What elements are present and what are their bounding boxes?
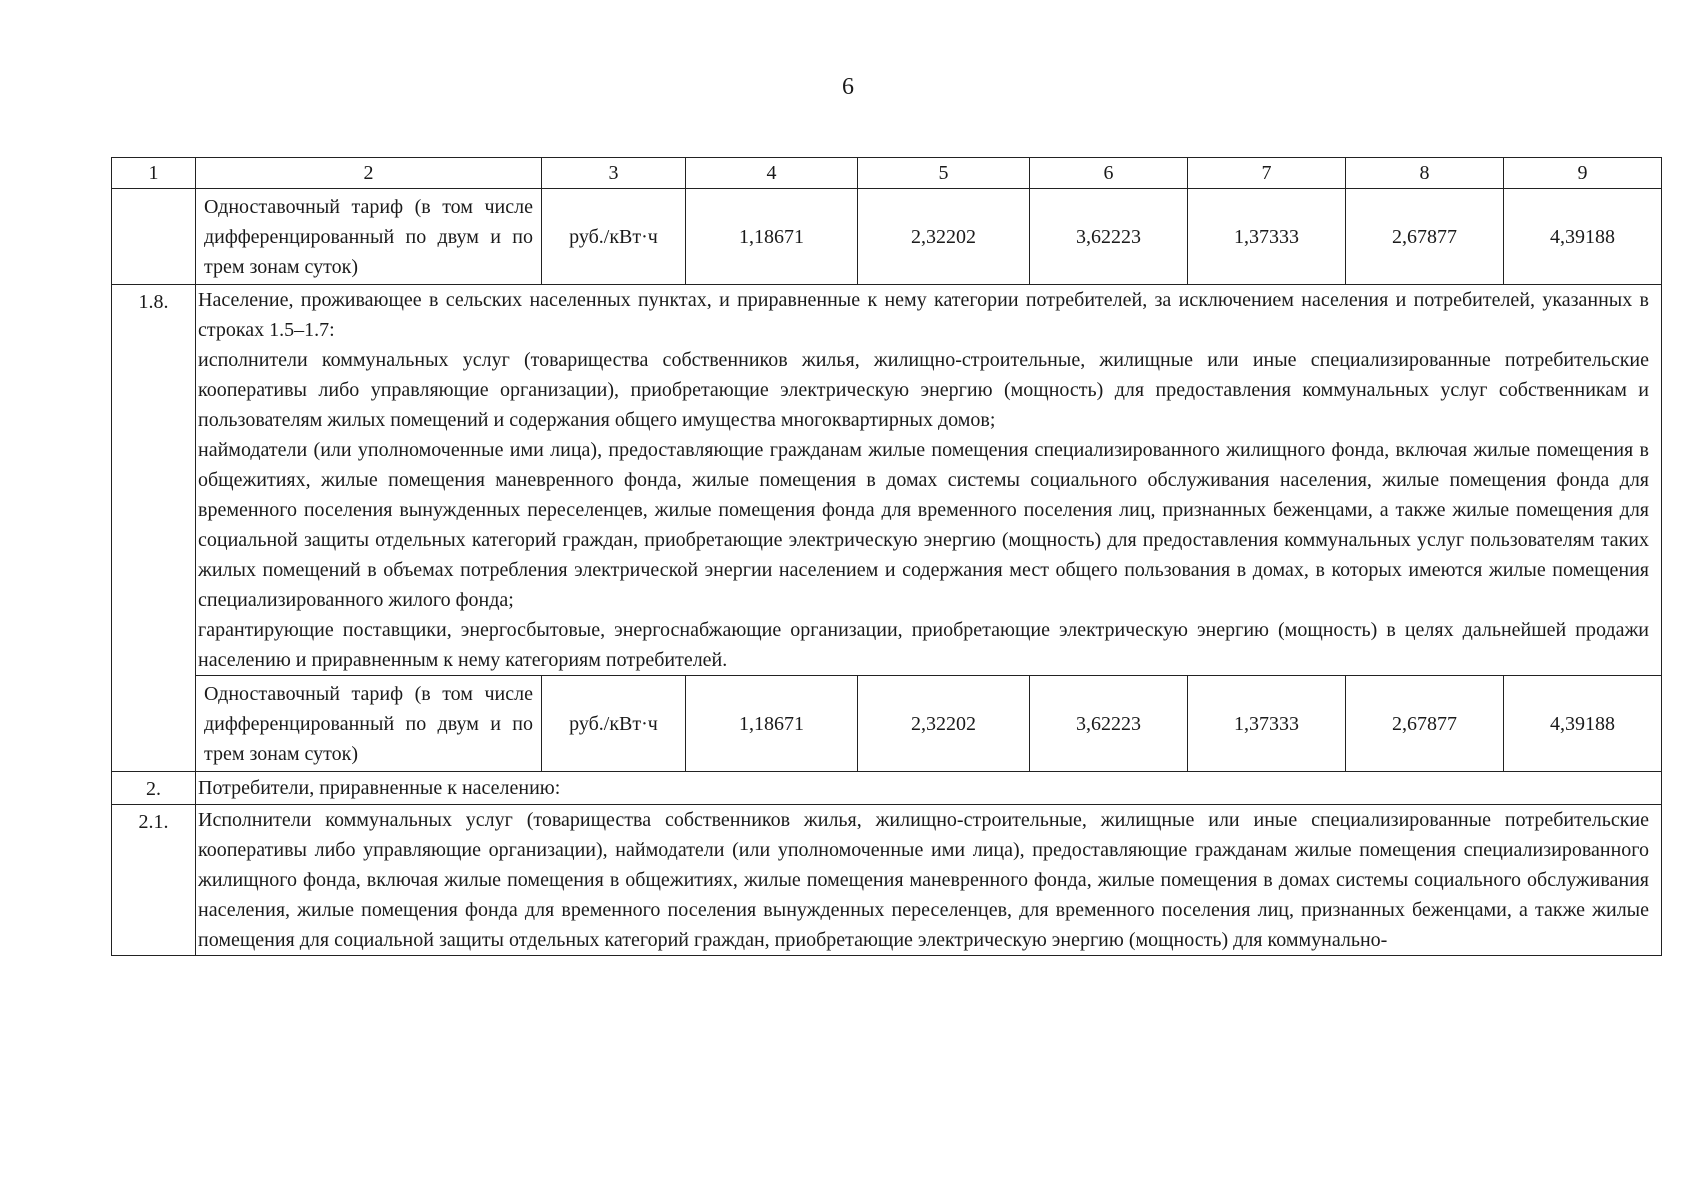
section-paragraph: гарантирующие поставщики, энергосбытовые, энергоснабжающие организации, приобретающие электрическую энергию (мощность) в целях дальнейшей продажи населению и приравненным к нему категориям потребителей. (198, 619, 1649, 671)
value-cell: 1,18671 (686, 189, 858, 285)
column-header: 1 (112, 158, 196, 189)
column-header: 7 (1188, 158, 1346, 189)
value-cell: 1,18671 (686, 676, 858, 772)
row-number-cell (112, 189, 196, 285)
section-paragraph: наймодатели (или уполномоченные ими лица), предоставляющие гражданам жилые помещения специализированного жилищного фонда, включая жилые помещения в общежитиях, жилые помещения маневренного фонда, жилые помещения в домах системы социального обслуживания населения, жилые помещения фонда для временного поселения вынужденных переселенцев, жилые помещения фонда для временного поселения лиц, признанных беженцами, а также жилые помещения для социальной защиты отдельных категорий граждан, приобретающие электрическую энергию (мощность) для предоставления коммунальных услуг пользователям таких жилых помещений в объемах потребления электрической энергии населением и содержания мест общего пользования в домах, в которых имеются жилые помещения специализированного жилого фонда; (198, 439, 1649, 611)
tariff-label: Одноставочный тариф (в том числе дифференцированный по двум и по трем зонам суток) (196, 676, 542, 772)
section-description: Исполнители коммунальных услуг (товарищества собственников жилья, жилищно-строительные, жилищные или иные специализированные потребительские кооперативы либо управляющие организации), наймодатели (или уполномоченные ими лица), предоставляющие гражданам жилые помещения специализированного жилищного фонда, включая жилые помещения в общежитиях, жилые помещения маневренного фонда, жилые помещения в домах системы социального обслуживания населения, жилые помещения фонда для временного поселения вынужденных переселенцев, для временного поселения лиц, признанных беженцами, а также жилые помещения для социальной защиты отдельных категорий граждан, приобретающие электрическую энергию (мощность) для коммунально- (196, 805, 1662, 956)
column-header: 8 (1346, 158, 1504, 189)
tariff-label: Одноставочный тариф (в том числе дифференцированный по двум и по трем зонам суток) (196, 189, 542, 285)
column-header: 6 (1030, 158, 1188, 189)
row-number-cell: 1.8. (112, 285, 196, 772)
tariff-row (112, 676, 1662, 772)
row-number-cell: 2. (112, 772, 196, 805)
value-cell: 2,67877 (1346, 189, 1504, 285)
value-cell: 4,39188 (1504, 189, 1662, 285)
section-paragraph: исполнители коммунальных услуг (товарищества собственников жилья, жилищно-строительные, жилищные или иные специализированные потребительские кооперативы либо управляющие организации), приобретающие электрическую энергию (мощность) для предоставления коммунальных услуг собственникам и пользователям жилых помещений и содержания общего имущества многоквартирных домов; (198, 349, 1649, 431)
tariff-table (111, 157, 1662, 956)
column-header: 4 (686, 158, 858, 189)
column-header: 9 (1504, 158, 1662, 189)
value-cell: 2,67877 (1346, 676, 1504, 772)
row-number-cell: 2.1. (112, 805, 196, 956)
section-description: Потребители, приравненные к населению: (196, 772, 1662, 805)
page-number: 6 (842, 74, 854, 100)
column-header: 5 (858, 158, 1030, 189)
value-cell: 2,32202 (858, 676, 1030, 772)
unit-cell: руб./кВт·ч (542, 189, 686, 285)
tariff-row (112, 189, 1662, 285)
section-row (112, 805, 1662, 956)
value-cell: 1,37333 (1188, 676, 1346, 772)
section-paragraph: Население, проживающее в сельских населенных пунктах, и приравненные к нему категории потребителей, за исключением населения и потребителей, указанных в строках 1.5–1.7: (198, 289, 1649, 341)
value-cell: 3,62223 (1030, 676, 1188, 772)
value-cell: 1,37333 (1188, 189, 1346, 285)
value-cell: 2,32202 (858, 189, 1030, 285)
section-row (112, 285, 1662, 676)
unit-cell: руб./кВт·ч (542, 676, 686, 772)
value-cell: 3,62223 (1030, 189, 1188, 285)
section-description (196, 285, 1662, 676)
column-number-header-row (112, 158, 1662, 189)
section-row (112, 772, 1662, 805)
column-header: 3 (542, 158, 686, 189)
column-header: 2 (196, 158, 542, 189)
value-cell: 4,39188 (1504, 676, 1662, 772)
